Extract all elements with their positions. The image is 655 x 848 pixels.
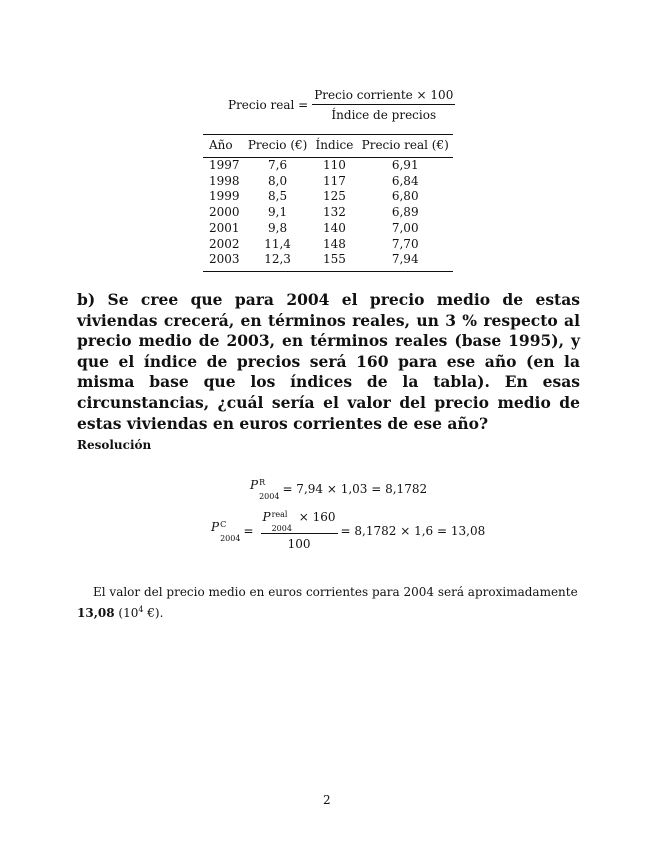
p-symbol: P <box>250 478 259 492</box>
p-superscript: R <box>259 478 266 487</box>
price-table <box>203 134 453 272</box>
p-current-2004-symbol <box>211 520 240 541</box>
precio-real-formula <box>228 88 455 122</box>
cell-year: 2000 <box>209 205 240 220</box>
cell-real-price: 7,70 <box>391 236 419 251</box>
cell-index: 155 <box>311 252 357 271</box>
p-real-2004-symbol <box>263 510 292 531</box>
p-real-2004-symbol <box>250 478 279 499</box>
header-index: Índice <box>315 138 354 152</box>
cell-year: 2002 <box>209 236 240 251</box>
cell-year: 2003 <box>203 252 244 271</box>
p-superscript: real <box>271 510 288 519</box>
eq2-denominator: 100 <box>287 537 311 551</box>
conclusion-exponent: 4 <box>138 605 144 614</box>
conclusion-after: €). <box>143 606 164 620</box>
eq2-rhs: = 8,1782 × 1,6 = 13,08 <box>340 523 486 538</box>
eq2-numerator <box>261 510 338 534</box>
cell-year: 1999 <box>209 189 240 204</box>
page-number: 2 <box>323 793 331 807</box>
cell-price: 11,4 <box>264 236 291 251</box>
header-real-price: Precio real (€) <box>361 138 449 152</box>
formula-fraction <box>312 88 455 122</box>
cell-real-price: 6,80 <box>391 189 419 204</box>
formula-numerator: Precio corriente × 100 <box>312 88 455 105</box>
formula-denominator: Índice de precios <box>331 108 437 122</box>
table-row <box>203 252 453 271</box>
cell-year: 1998 <box>209 173 240 188</box>
cell-index: 125 <box>323 189 346 204</box>
table-row <box>203 237 453 253</box>
p-scripts <box>271 510 292 533</box>
eq2-fraction <box>261 510 338 551</box>
question-paragraph: b) Se cree que para 2004 el precio medio de estas viviendas crecerá, en términos reales, un 3 % respecto al precio medio de 2003, en términos reales (base 1995), y que el índice de precios será 160 para ese año (en la misma base que los índices de la tabla). En esas circunstancias, ¿cuál sería el valor del precio medio de estas viviendas en euros corrientes de ese año? <box>77 290 580 433</box>
equation-real-price-2004 <box>250 478 427 499</box>
conclusion-text: El valor del precio medio en euros corrientes para 2004 será aproximadamente <box>93 585 578 599</box>
cell-real-price: 6,89 <box>391 205 419 220</box>
p-symbol: P <box>262 510 271 524</box>
cell-real-price: 6,84 <box>391 173 419 188</box>
cell-price: 7,6 <box>268 158 288 172</box>
table-row <box>203 174 453 190</box>
cell-index: 148 <box>323 236 346 251</box>
header-price: Precio (€) <box>247 138 308 152</box>
resolution-heading: Resolución <box>77 438 152 452</box>
p-subscript: 2004 <box>220 534 241 543</box>
cell-price: 8,0 <box>268 173 288 188</box>
eq2-equals: = <box>243 523 254 538</box>
table-row <box>203 189 453 205</box>
p-scripts <box>259 478 280 501</box>
cell-real-price: 7,94 <box>357 252 453 271</box>
equation-current-price-2004 <box>211 510 485 551</box>
eq2-numerator-rest: × 160 <box>298 510 336 524</box>
formula-lhs: Precio real = <box>228 98 309 112</box>
cell-year: 2001 <box>209 220 240 235</box>
cell-year: 1997 <box>209 158 240 172</box>
cell-index: 117 <box>323 173 346 188</box>
p-symbol: P <box>211 520 220 534</box>
cell-index: 132 <box>323 205 346 220</box>
table-header-row <box>203 135 453 158</box>
p-subscript: 2004 <box>271 524 292 533</box>
table-row <box>203 158 453 174</box>
conclusion-paragraph <box>77 584 582 622</box>
conclusion-value: 13,08 <box>77 606 115 620</box>
cell-price: 9,1 <box>268 205 288 220</box>
header-year: Año <box>209 138 233 152</box>
table-row <box>203 205 453 221</box>
p-subscript: 2004 <box>259 492 280 501</box>
p-superscript: C <box>220 520 227 529</box>
eq1-rhs: = 7,94 × 1,03 = 8,1782 <box>282 481 428 496</box>
p-scripts <box>220 520 241 543</box>
cell-price: 8,5 <box>268 189 288 204</box>
cell-index: 140 <box>323 220 346 235</box>
cell-real-price: 7,00 <box>391 220 419 235</box>
cell-real-price: 6,91 <box>391 158 419 172</box>
cell-price: 9,8 <box>268 220 288 235</box>
conclusion-paren-open: (10 <box>114 606 139 620</box>
cell-index: 110 <box>323 158 346 172</box>
table-row <box>203 221 453 237</box>
cell-price: 12,3 <box>244 252 312 271</box>
